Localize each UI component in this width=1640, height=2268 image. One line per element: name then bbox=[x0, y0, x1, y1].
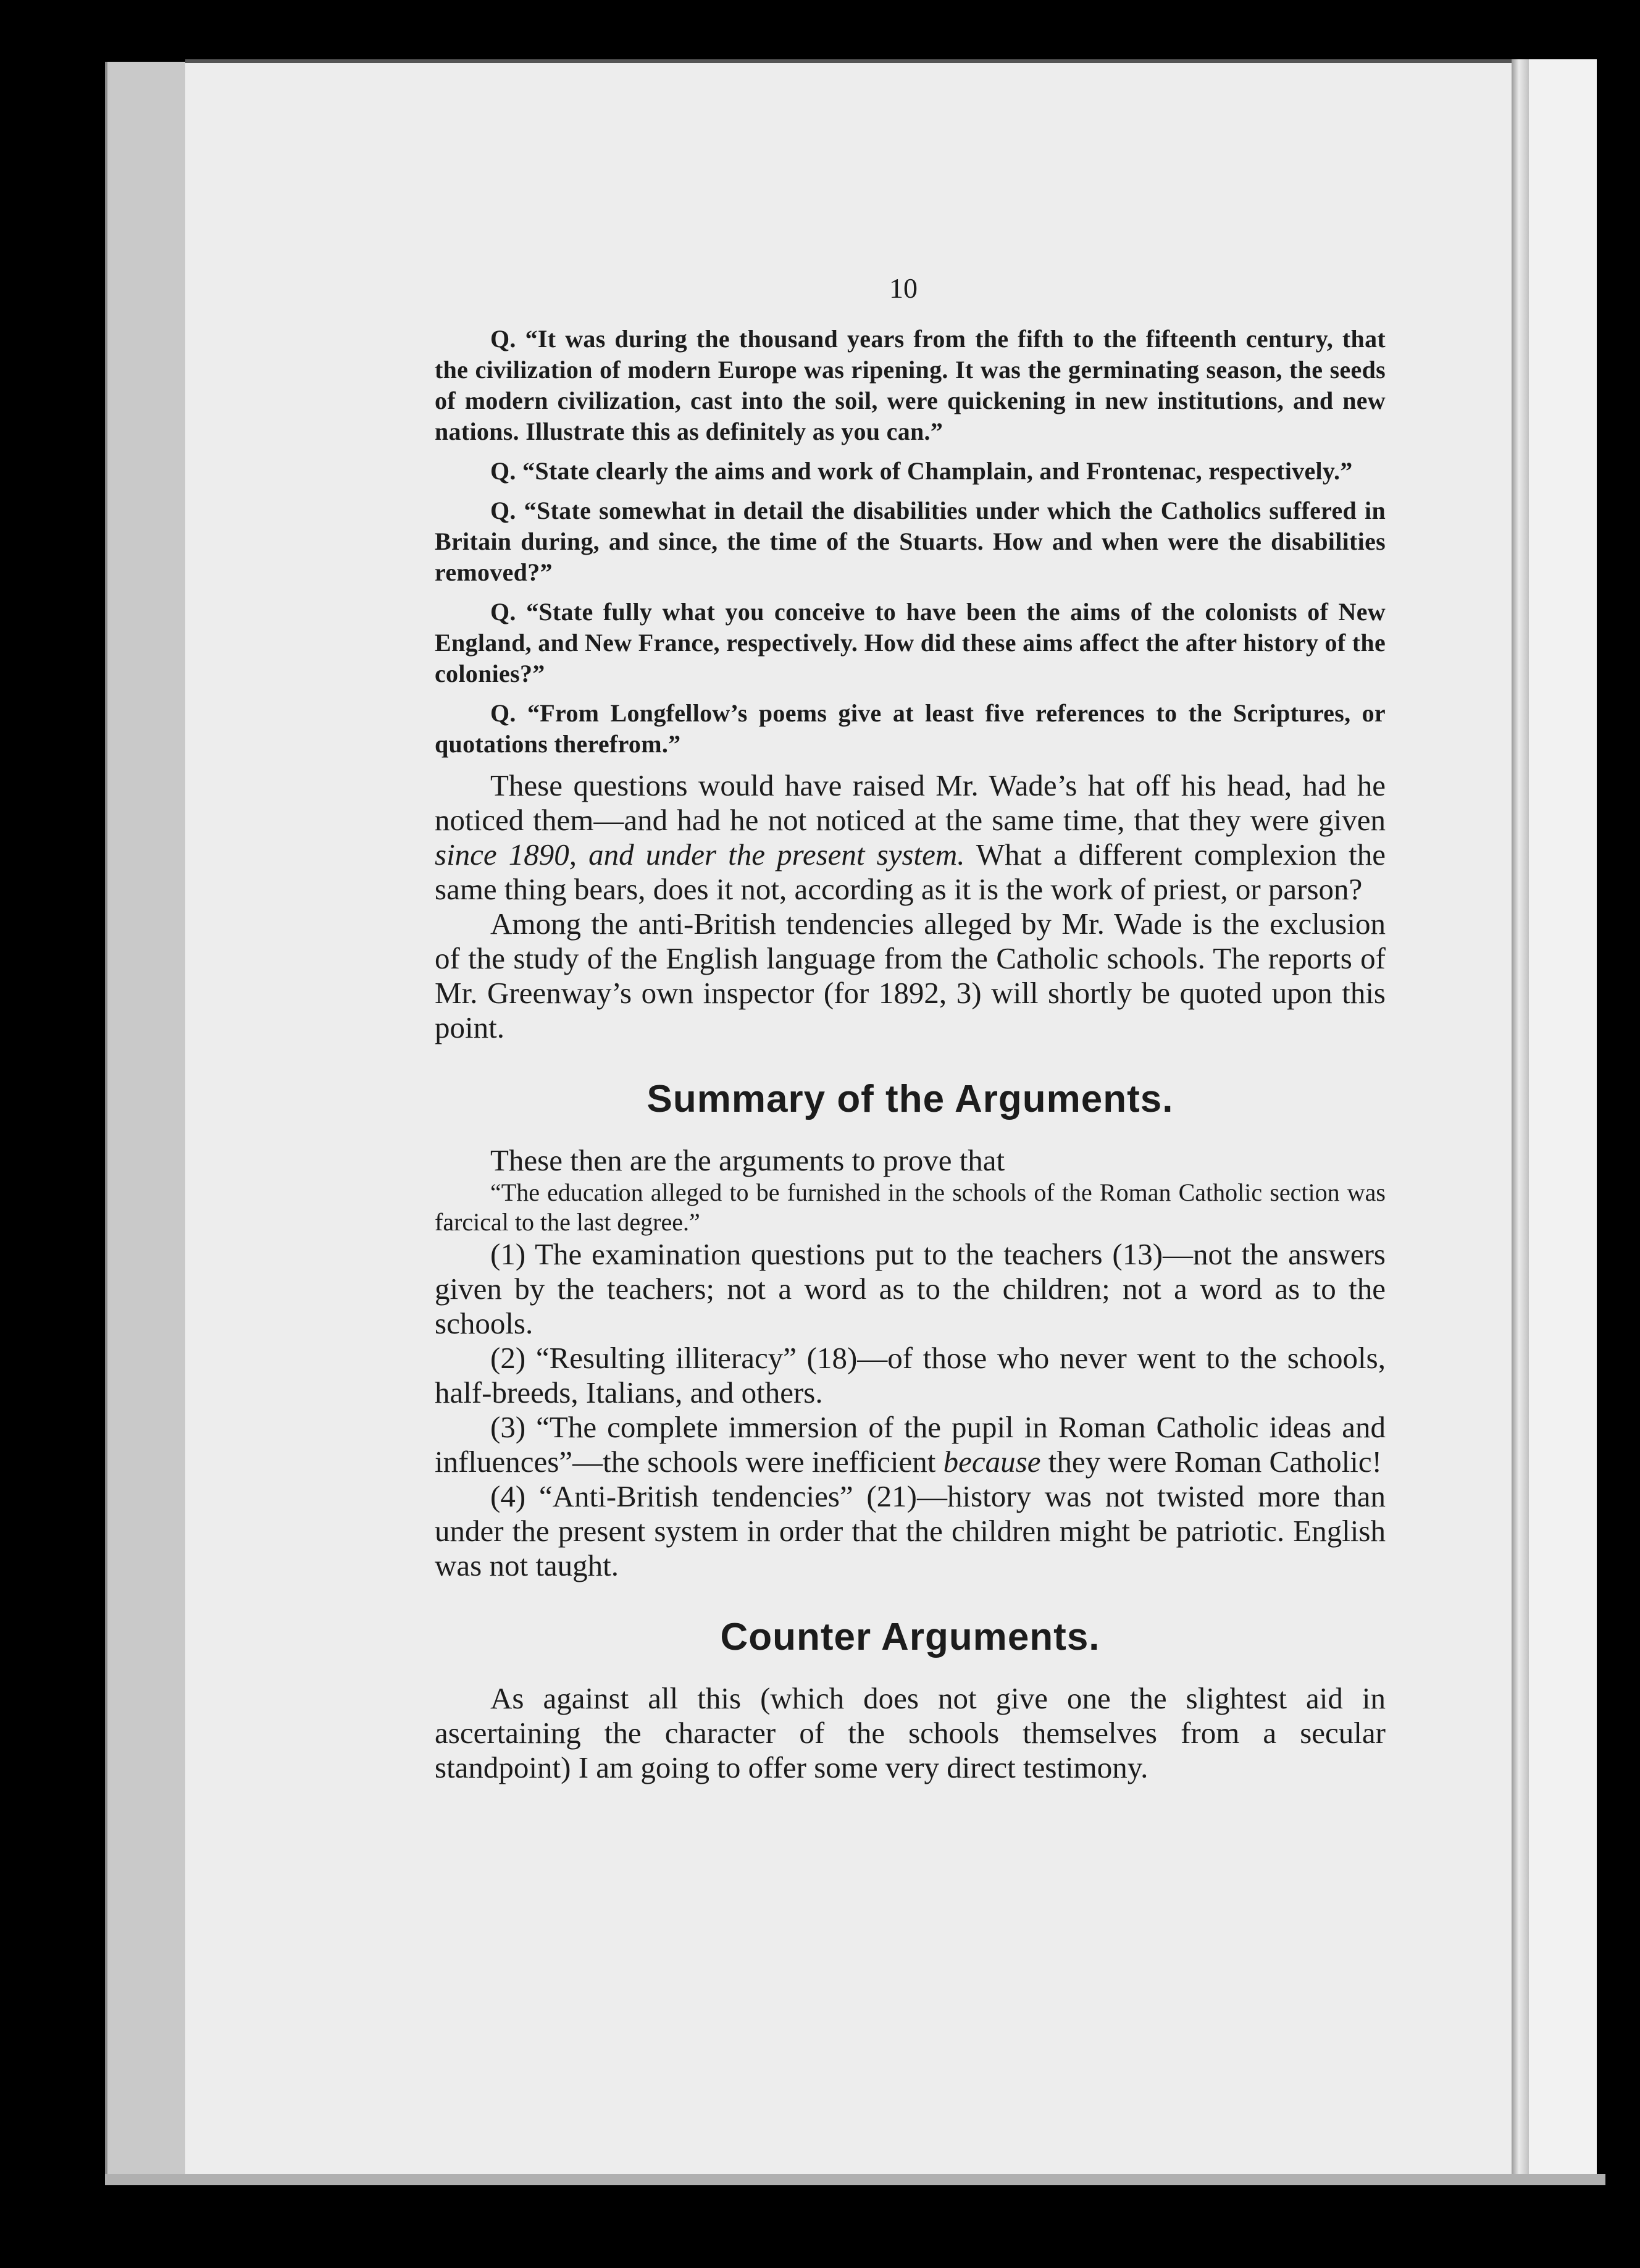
body-section-1 bbox=[435, 768, 1386, 1045]
paragraph-italic-text: since 1890, and under the present system. bbox=[435, 838, 965, 872]
page-binding-fold bbox=[1512, 59, 1530, 2182]
argument-2: (2) “Resulting illiteracy” (18)—of those who never went to the schools, half-breeds, Italians, and others. bbox=[435, 1341, 1386, 1409]
counter-paragraph: As against all this (which does not give one the slightest aid in ascertaining the character of the schools themselves from a secular standpoint) I am going to offer some very direct testimony. bbox=[435, 1681, 1386, 1784]
question-1: Q. “It was during the thousand years from the fifth to the fifteenth century, that the civilization of modern Europe was ripening. It was the germinating season, the seeds of modern civilization, cast into the soil, were quickening in new institutions, and new nations. Illustrate this as definitely as you can.” bbox=[435, 325, 1386, 445]
heading-counter: Counter Arguments. bbox=[720, 1616, 1100, 1658]
paragraph-text: These questions would have raised Mr. Wade’s hat off his head, had he noticed them—and had he not noticed at the same time, that they were given bbox=[435, 768, 1386, 837]
summary-quote: “The education alleged to be furnished in the schools of the Roman Catholic section was farcical to the last degree.” bbox=[435, 1178, 1386, 1236]
argument-4: (4) “Anti-British tendencies” (21)—history was not twisted more than under the present system in order that the children might be patriotic. English was not taught. bbox=[435, 1479, 1386, 1582]
argument-text: they were Roman Catholic! bbox=[1040, 1445, 1382, 1479]
question-5: Q. “From Longfellow’s poems give at least five references to the Scriptures, or quotations therefrom.” bbox=[435, 699, 1386, 758]
summary-intro: These then are the arguments to prove that bbox=[490, 1143, 1005, 1177]
paragraph-text: What a different complexion the same thing bears, does it not, according as it is the work of priest, or parson? bbox=[435, 838, 1386, 906]
question-4: Q. “State fully what you conceive to have been the aims of the colonists of New England, and New France, respectively. How did these aims affect the after history of the colonies?” bbox=[435, 598, 1386, 687]
question-3: Q. “State somewhat in detail the disabilities under which the Catholics suffered in Britain during, and since, the time of the Stuarts. How and when were the disabilities removed?” bbox=[435, 497, 1386, 586]
argument-text: (3) “The complete immersion of the pupil in Roman Catholic ideas and influences”—the schools were inefficient bbox=[435, 1410, 1386, 1479]
question-2: Q. “State clearly the aims and work of Champlain, and Frontenac, respectively.” bbox=[490, 457, 1353, 485]
page-bottom-edge bbox=[105, 2174, 1605, 2185]
argument-1: (1) The examination questions put to the teachers (13)—not the answers given by the teachers; not a word as to the children; not a word as to the schools. bbox=[435, 1237, 1386, 1340]
argument-3 bbox=[435, 1410, 1386, 1479]
heading-summary: Summary of the Arguments. bbox=[646, 1078, 1174, 1120]
paragraph-anti-british: Among the anti-British tendencies alleged by Mr. Wade is the exclusion of the study of the English language from the Catholic schools. The reports of Mr. Greenway’s own inspector (for 1892, 3) will shortly be quoted upon this point. bbox=[435, 907, 1386, 1044]
paragraph-questions-comment bbox=[435, 768, 1386, 907]
facing-page-edge bbox=[1529, 59, 1597, 2182]
argument-italic-text: because bbox=[943, 1445, 1041, 1479]
page-text bbox=[435, 259, 1386, 1785]
page-number: 10 bbox=[889, 272, 918, 304]
counter-section bbox=[435, 1681, 1386, 1785]
exam-questions bbox=[435, 324, 1386, 760]
summary-section bbox=[435, 1143, 1386, 1583]
